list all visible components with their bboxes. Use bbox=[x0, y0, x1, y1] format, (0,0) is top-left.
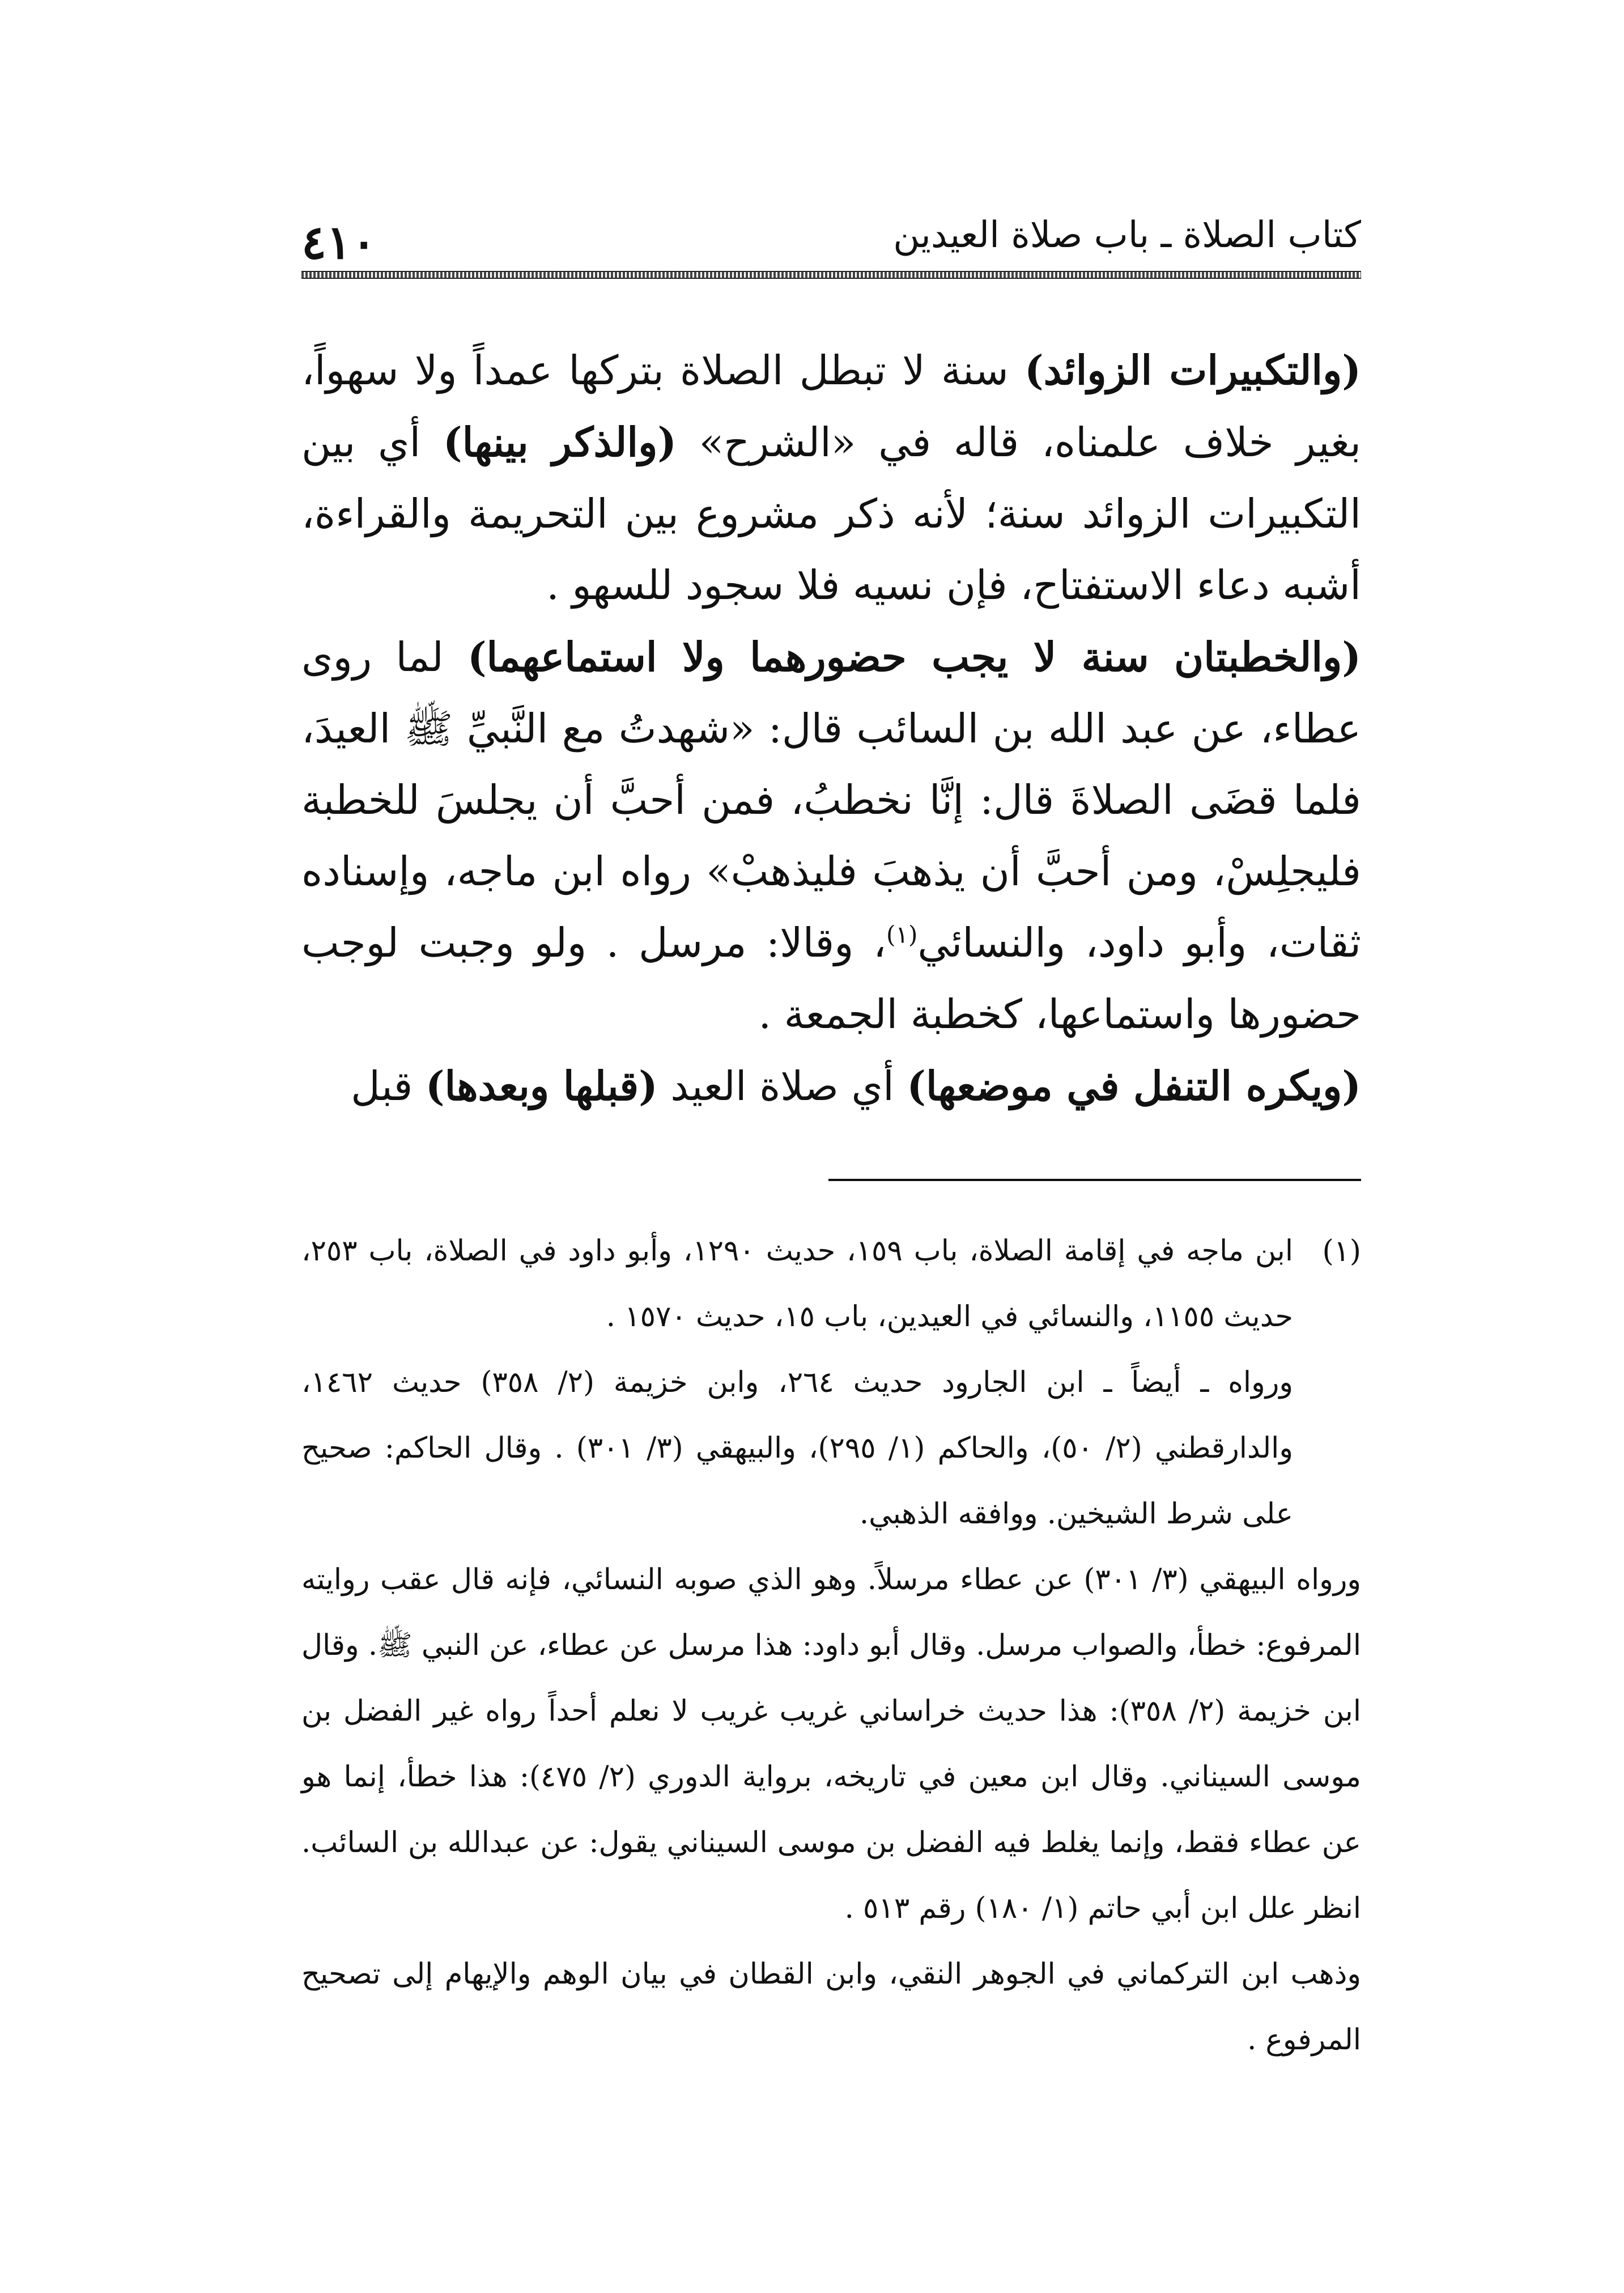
footnote-paragraph: ورواه البيهقي (٣/ ٣٠١) عن عطاء مرسلاً. وهو الذي صوبه النسائي، فإنه قال عقب روايته المرفوع: خطأ، والصواب مرسل. وقال أبو داود: هذا مرسل عن عطاء، عن النبي ﷺ. وقال ابن خزيمة (٢/ ٣٥٨): هذا حديث خراساني غريب غريب لا نعلم أحداً رواه غير الفضل بن موسى السيناني. وقال ابن معين في تاريخه، برواية الدوري (٢/ ٤٧٥): هذا خطأ، إنما هو عن عطاء فقط، وإنما يغلط فيه الفضل بن موسى السيناني يقول: عن عبدالله بن السائب. انظر علل ابن أبي حاتم (١/ ١٨٠) رقم ٥١٣ . bbox=[301, 1563, 1362, 1925]
matn-phrase: (والتكبيرات الزوائد) bbox=[1024, 346, 1361, 394]
header-rule bbox=[301, 271, 1361, 279]
footnote-number: (١) bbox=[1322, 1234, 1361, 1268]
matn-phrase: (قبلها وبعدها) bbox=[425, 1062, 658, 1110]
matn-phrase: (ويكره التنفل في موضعها) bbox=[907, 1062, 1361, 1110]
footnotes bbox=[301, 1218, 1361, 2073]
paragraph-tanafful bbox=[301, 1050, 1361, 1122]
footnote-paragraph: ورواه ـ أيضاً ـ ابن الجارود حديث ٢٦٤، وابن خزيمة (٢/ ٣٥٨) حديث ١٤٦٢، والدارقطني (٢/ ٥٠)، والحاكم (١/ ٢٩٥)، والبيهقي (٣/ ٣٠١) . وقال الحاكم: صحيح على شرط الشيخين. ووافقه الذهبي. bbox=[301, 1366, 1293, 1531]
page-number: ٤١٠ bbox=[301, 215, 377, 270]
chapter-title: كتاب الصلاة ـ باب صلاة العيدين bbox=[893, 214, 1361, 256]
matn-phrase: (والخطبتان سنة لا يجب حضورهما ولا استماعهما) bbox=[467, 633, 1361, 681]
commentary-text: لما روى عطاء، عن عبد الله بن السائب قال: «شهدتُ مع النَّبيِّ ﷺ العيدَ، فلما قضَى الصلاةَ قال: إنَّا نخطبُ، فمن أحبَّ أن يجلسَ للخطبة فليجلِسْ، ومن أحبَّ أن يذهبَ فليذهبْ» رواه ابن ماجه، وإسناده ثقات، وأبو داود، والنسائي bbox=[301, 634, 1361, 966]
commentary-text: أي صلاة العيد bbox=[657, 1063, 907, 1110]
paragraph-takbirat bbox=[301, 334, 1361, 621]
paragraph-khutbatan bbox=[301, 621, 1361, 1050]
footnote-paragraph: وذهب ابن التركماني في الجوهر النقي، وابن القطان في بيان الوهم والإيهام إلى تصحيح المرفوع . bbox=[301, 1957, 1361, 2057]
main-text bbox=[301, 334, 1361, 1122]
matn-phrase: (والذكر بينها) bbox=[443, 418, 677, 466]
commentary-text: ، وقالا: مرسل . ولو وجبت لوجب حضورها واستماعها، كخطبة الجمعة . bbox=[301, 919, 1361, 1038]
commentary-text: قبل bbox=[351, 1063, 426, 1110]
commentary-text: أي بين التكبيرات الزوائد سنة؛ لأنه ذكر مشروع بين التحريمة والقراءة، أشبه دعاء الاستفتاح، فإن نسيه فلا سجود للسهو . bbox=[301, 419, 1361, 609]
footnote-paragraph: ابن ماجه في إقامة الصلاة، باب ١٥٩، حديث ١٢٩٠، وأبو داود في الصلاة، باب ٢٥٣، حديث ١١٥٥، والنسائي في العيدين، باب ١٥، حديث ١٥٧٠ . bbox=[301, 1234, 1294, 1334]
footnote-body bbox=[301, 1218, 1362, 2073]
commentary-text: سنة لا تبطل الصلاة بتركها عمداً ولا سهواً، بغير خلاف علمناه، قاله في «الشرح» bbox=[301, 347, 1362, 466]
footnote-reference[interactable]: (١) bbox=[886, 920, 918, 949]
running-head bbox=[301, 204, 1361, 272]
footnote-separator bbox=[828, 1179, 1361, 1181]
